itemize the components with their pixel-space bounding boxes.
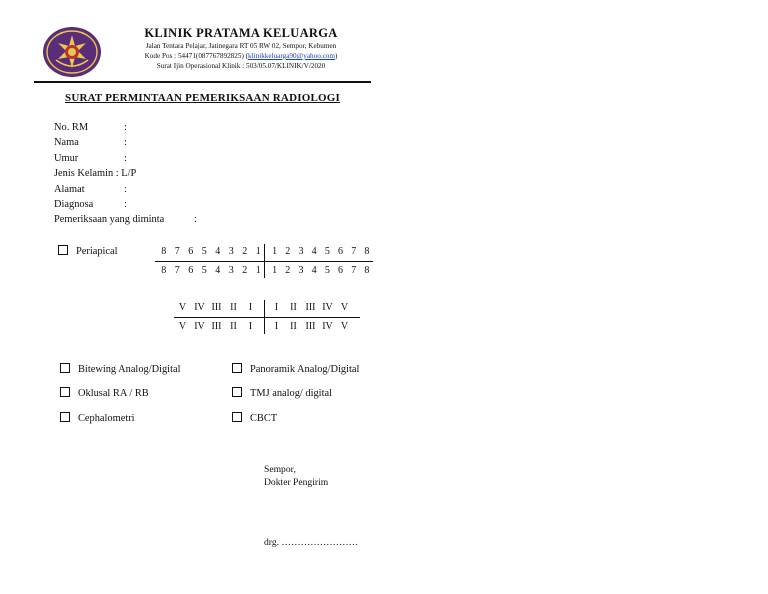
tmj-label: TMJ analog/ digital	[250, 388, 332, 399]
tooth-number: 5	[201, 246, 207, 257]
tooth-number: III	[211, 302, 222, 313]
tooth-number: 5	[201, 265, 207, 276]
field-nama	[54, 135, 164, 150]
tmj-checkbox[interactable]	[232, 387, 242, 397]
tooth-number: IV	[194, 302, 205, 313]
tooth-number: IV	[322, 302, 333, 313]
permanent-lower-right	[268, 265, 374, 276]
tooth-number: 4	[215, 246, 221, 257]
tooth-number: 3	[228, 246, 234, 257]
tooth-number: 2	[242, 265, 248, 276]
tooth-number: V	[340, 302, 349, 313]
tooth-number: II	[290, 302, 297, 313]
tooth-number: 8	[161, 265, 167, 276]
tooth-number: 8	[364, 265, 370, 276]
option-periapical[interactable]	[58, 245, 118, 257]
clinic-address: Jalan Tentara Pelajar, Jatinegara RT 05 RW 02, Sempor, Kebumen	[145, 42, 337, 50]
patient-fields	[54, 120, 197, 228]
tooth-number: II	[290, 321, 297, 332]
clinic-contact	[108, 51, 374, 61]
tooth-number: 3	[298, 246, 304, 257]
field-label: Diagnosa	[54, 198, 94, 210]
tooth-number: I	[248, 302, 253, 313]
tooth-number: 5	[324, 246, 330, 257]
tooth-number: II	[230, 302, 237, 313]
tooth-number: 6	[188, 265, 194, 276]
tooth-number: 1	[272, 265, 278, 276]
deciduous-upper-right	[268, 302, 353, 313]
permanent-lower-left	[157, 265, 265, 276]
tooth-number: 5	[324, 265, 330, 276]
tooth-number: III	[305, 321, 316, 332]
tooth-number: 4	[215, 265, 221, 276]
tooth-number: 2	[285, 246, 291, 257]
tooth-number: V	[340, 321, 349, 332]
deciduous-vertical-line	[264, 300, 265, 334]
tooth-number: 2	[285, 265, 291, 276]
option-cbct[interactable]	[232, 412, 277, 424]
cephalometri-label: Cephalometri	[78, 413, 135, 424]
bitewing-checkbox[interactable]	[60, 363, 70, 373]
deciduous-horizontal-line	[174, 317, 360, 318]
permanent-upper-left	[157, 246, 265, 257]
letterhead	[108, 26, 374, 71]
clinic-contact-suffix: )	[334, 52, 338, 60]
signature-name-line: drg. ……………………	[264, 537, 359, 548]
clinic-postal-phone: Kode Pos : 54471(087767892825) (	[144, 52, 249, 60]
tooth-number: I	[274, 302, 279, 313]
field-colon: :	[124, 137, 127, 149]
deciduous-lower-right	[268, 321, 353, 332]
field-label: Nama	[54, 137, 79, 149]
field-diagnosa	[54, 197, 164, 212]
field-no-rm	[54, 120, 164, 135]
panoramik-label: Panoramik Analog/Digital	[250, 364, 360, 375]
field-label: Jenis Kelamin	[54, 168, 114, 180]
option-cephalometri[interactable]	[60, 412, 135, 424]
tooth-number: 1	[272, 246, 278, 257]
tooth-number: 6	[188, 246, 194, 257]
deciduous-lower-left	[174, 321, 259, 332]
clinic-name: KLINIK PRATAMA KELUARGA	[144, 26, 338, 40]
permanent-vertical-line	[264, 244, 265, 278]
clinic-permit: Surat Ijin Operasional Klinik : 503/05.07/KLINIK/V/2020	[156, 62, 326, 70]
tooth-number: 1	[255, 265, 261, 276]
tooth-number: II	[230, 321, 237, 332]
field-colon: :	[194, 214, 197, 226]
tooth-number: 3	[228, 265, 234, 276]
clinic-email-link[interactable]: klinikkeluarga90@yahoo.com	[248, 52, 335, 60]
field-umur	[54, 151, 164, 166]
periapical-checkbox[interactable]	[58, 245, 68, 255]
signature-place: Sempor,	[264, 464, 296, 475]
field-colon: :	[124, 198, 127, 210]
oklusal-label: Oklusal RA / RB	[78, 388, 149, 399]
signature-block	[264, 463, 328, 489]
oklusal-checkbox[interactable]	[60, 387, 70, 397]
option-tmj[interactable]	[232, 387, 332, 399]
document-title: SURAT PERMINTAAN PEMERIKSAAN RADIOLOGI	[65, 92, 340, 104]
option-bitewing[interactable]	[60, 363, 180, 375]
field-colon: : L/P	[115, 168, 137, 180]
tooth-number: 7	[174, 246, 180, 257]
tooth-number: III	[211, 321, 222, 332]
periapical-label: Periapical	[76, 246, 118, 257]
tooth-number: V	[178, 302, 187, 313]
cbct-checkbox[interactable]	[232, 412, 242, 422]
field-jenis-kelamin	[54, 166, 164, 181]
field-label: Alamat	[54, 183, 85, 195]
tooth-number: 7	[174, 265, 180, 276]
tooth-number: 2	[242, 246, 248, 257]
field-label: No. RM	[54, 122, 89, 133]
tooth-number: III	[305, 302, 316, 313]
tooth-number: IV	[194, 321, 205, 332]
field-alamat	[54, 182, 164, 197]
tooth-number: 3	[298, 265, 304, 276]
field-label: Umur	[54, 152, 79, 164]
tooth-number: 7	[351, 265, 357, 276]
letterhead-divider	[34, 81, 371, 83]
tooth-number: 7	[351, 246, 357, 257]
option-oklusal[interactable]	[60, 387, 149, 399]
signature-role: Dokter Pengirim	[264, 477, 329, 488]
tooth-number: 8	[364, 246, 370, 257]
tooth-number: 1	[255, 246, 261, 257]
tooth-number: 8	[161, 246, 167, 257]
field-label: Pemeriksaan yang diminta	[54, 214, 165, 226]
tooth-number: 4	[311, 246, 317, 257]
cbct-label: CBCT	[250, 413, 278, 424]
tooth-number: 6	[338, 246, 344, 257]
option-panoramik[interactable]	[232, 363, 359, 375]
tooth-number: I	[248, 321, 253, 332]
field-colon: :	[124, 122, 127, 133]
field-colon: :	[124, 152, 127, 164]
deciduous-upper-left	[174, 302, 259, 313]
clinic-logo-icon	[42, 26, 102, 78]
tooth-number: V	[178, 321, 187, 332]
tooth-number: I	[274, 321, 279, 332]
bitewing-label: Bitewing Analog/Digital	[78, 364, 181, 375]
tooth-number: 4	[311, 265, 317, 276]
tooth-number: IV	[322, 321, 333, 332]
panoramik-checkbox[interactable]	[232, 363, 242, 373]
tooth-number: 6	[338, 265, 344, 276]
permanent-upper-right	[268, 246, 374, 257]
field-colon: :	[124, 183, 127, 195]
cephalometri-checkbox[interactable]	[60, 412, 70, 422]
field-pemeriksaan	[54, 212, 197, 227]
